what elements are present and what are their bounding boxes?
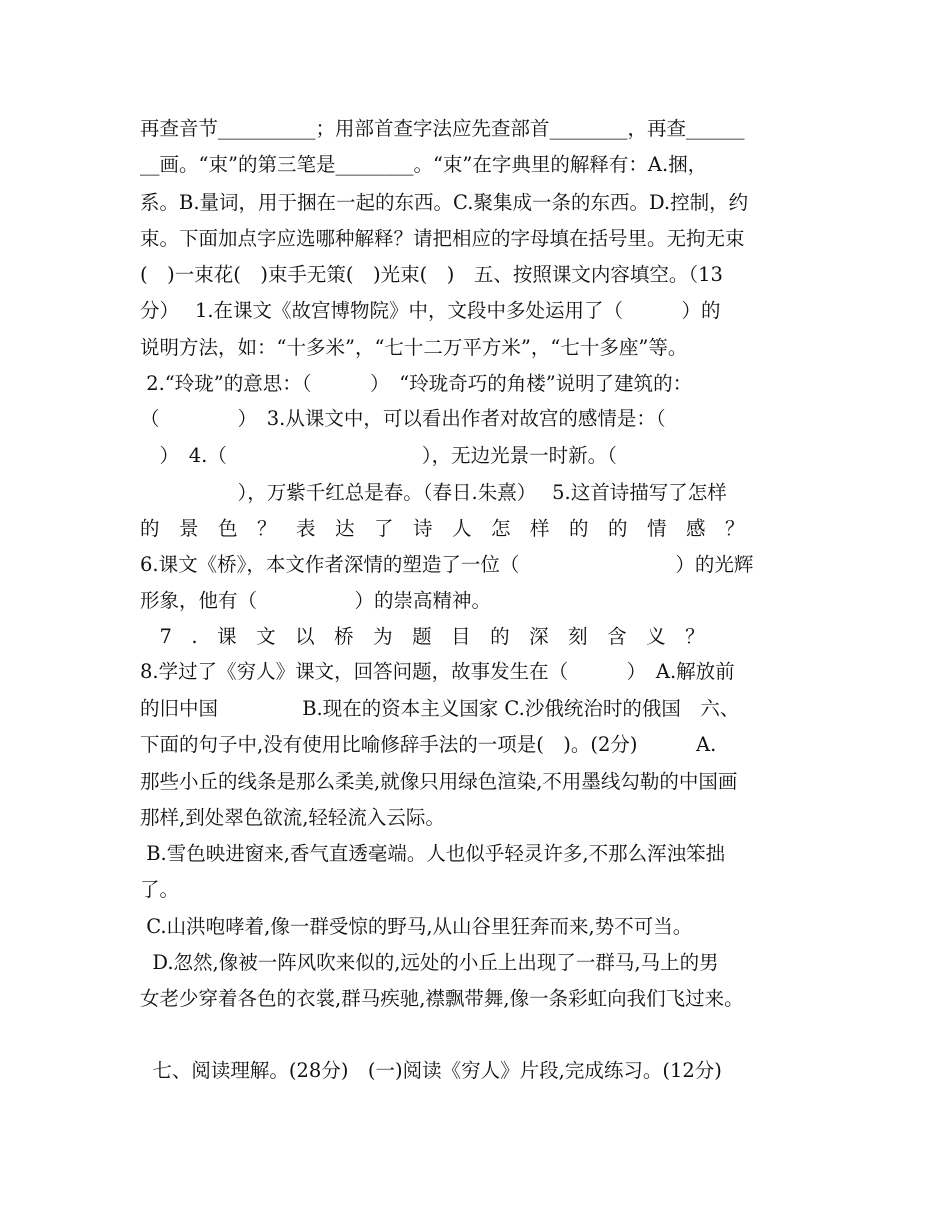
text-line: 7 . 课 文 以 桥 为 题 目 的 深 刻 含 义 ？ xyxy=(140,625,705,648)
text-line: ） 4.（ ），无边光景一时新。（ xyxy=(140,444,617,467)
text-line: 女老少穿着各色的衣裳,群马疾驰,襟飘带舞,像一条彩虹向我们飞过来。 xyxy=(140,987,744,1010)
section-heading: 七、阅读理解。(28分) (一)阅读《穷人》片段,完成练习。(12分) xyxy=(140,1059,722,1082)
text-line: 下面的句子中,没有使用比喻修辞手法的一项是( )。(2分) A. xyxy=(140,733,717,756)
text-line: __画。“束”的第三笔是________。“束”在字典里的解释有：A.捆， xyxy=(140,153,708,176)
text-line: 那些小丘的线条是那么柔美,就像只用绿色渲染,不用墨线勾勒的中国画 xyxy=(140,770,738,793)
text-line: B.雪色映进窗来,香气直透毫端。人也似乎轻灵许多,不那么浑浊笨拙 xyxy=(140,842,726,865)
text-line: D.忽然,像被一阵风吹来似的,远处的小丘上出现了一群马,马上的男 xyxy=(140,951,719,974)
text-line: 束。下面加点字应选哪种解释？请把相应的字母填在括号里。无拘无束 xyxy=(140,227,745,250)
text-line: 8.学过了《穷人》课文，回答问题，故事发生在（ ） A.解放前 xyxy=(140,660,735,683)
text-line: 那样,到处翠色欲流,轻轻流入云际。 xyxy=(140,806,445,829)
text-line: 再查音节__________；用部首查字法应先查部首________，再查______ xyxy=(140,117,745,140)
text-line: 了。 xyxy=(140,878,180,901)
text-line: C.山洪咆哮着,像一群受惊的野马,从山谷里狂奔而来,势不可当。 xyxy=(140,915,693,938)
text-line: 2.“玲珑”的意思：（ ） “玲珑奇巧的角楼”说明了建筑的： xyxy=(140,372,693,395)
text-line: 的 景 色 ？ 表 达 了 诗 人 怎 样 的 的 情 感 ？ xyxy=(140,517,745,540)
text-line: （ ） 3.从课文中，可以看出作者对故宫的感情是：（ xyxy=(140,407,666,430)
text-line: ），万紫千红总是春。（春日.朱熹） 5.这首诗描写了怎样 xyxy=(140,481,727,504)
text-line: 分） 1.在课文《故宫博物院》中，文段中多处运用了（ ）的 xyxy=(140,299,721,322)
text-line: 形象，他有（ ）的崇高精神。 xyxy=(140,589,492,612)
text-line: ( )一束花( )束手无策( )光束( ) 五、按照课文内容填空。（13 xyxy=(140,263,723,286)
text-line: 说明方法，如：“十多米”，“七十二万平方米”，“七十多座”等。 xyxy=(140,336,688,359)
text-line: 6.课文《桥》，本文作者深情的塑造了一位（ ）的光辉 xyxy=(140,553,754,576)
text-line: 系。B.量词，用于捆在一起的东西。C.聚集成一条的东西。D.控制，约 xyxy=(140,191,749,214)
text-line: 的旧中国 B.现在的资本主义国家 C.沙俄统治时的俄国 六、 xyxy=(140,697,740,720)
